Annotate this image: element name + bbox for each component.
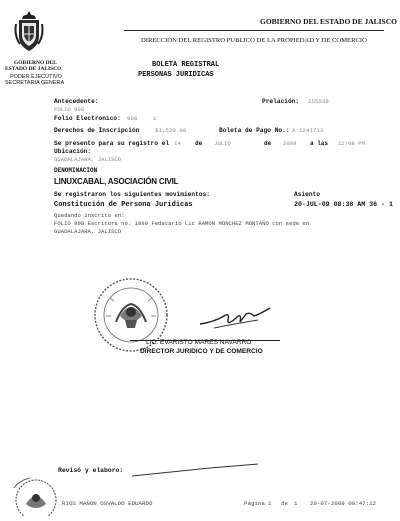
handwritten-signature-icon <box>194 304 274 332</box>
presento-de-1: de <box>195 140 203 147</box>
reviso-label: Revisó y elaboro: <box>58 467 124 474</box>
header-rule-top <box>124 30 384 31</box>
state-seal-logo <box>14 10 44 54</box>
government-title: GOBIERNO DEL ESTADO DE JALISCO <box>260 17 397 26</box>
derechos-value: $1,520.00 <box>155 127 187 134</box>
footer-stamp <box>10 472 58 516</box>
prelacion-value: 255538 <box>308 98 329 105</box>
folio-electronico-suffix: 1 <box>153 115 157 122</box>
reviewer-signature-icon <box>130 462 260 480</box>
presento-de-2: de <box>264 140 272 147</box>
movimiento-entry: Constitución de Persona Juridicas <box>54 201 193 209</box>
derechos-label: Derechos de Inscripción <box>54 127 140 134</box>
presento-day: 14 <box>174 140 181 147</box>
ubicacion-value: GUADALAJARA, JALISCO <box>54 156 122 163</box>
directorate-title: DIRECCION DEL REGISTRO PUBLICO DE LA PROPIEDAD Y DE COMERCIO <box>141 37 367 44</box>
folio-electronico-value: 998 <box>127 115 138 122</box>
page-of: de <box>281 500 288 507</box>
print-date: 20-07-2009 08:47:12 <box>310 500 377 507</box>
presento-a-las: a las <box>310 140 329 147</box>
document-subtitle: PERSONAS JURIDICAS <box>138 71 214 79</box>
document-title: BOLETA REGISTRAL <box>152 61 220 69</box>
reviewer-name: RIOS MAÑON OSVALDO EDUARDO <box>62 500 153 507</box>
asiento-value: 20-JUL-09 08:38 AM 36 - 1 <box>294 201 393 208</box>
asiento-label: Asiento <box>294 191 320 198</box>
folio-electronico-label: Folio Electronico: <box>54 115 121 122</box>
page-number: 1 <box>268 500 272 507</box>
seal-caption-3: PODER EJECUTIVO <box>10 74 62 80</box>
page-label: Página <box>244 500 265 507</box>
signature-scribble <box>194 304 274 332</box>
signer-name: LIC. EVARISTO MARES NAVARRO <box>146 339 252 346</box>
movimientos-label: Se registraron los siguientes movimientos: <box>54 191 210 198</box>
presento-time: 12:08 PM <box>338 140 365 147</box>
presento-label: Se presento para su registro el <box>54 140 170 147</box>
quedando-label: Quedando inscrito en: <box>54 212 125 219</box>
boleta-pago-value: A 1241713 <box>292 127 324 134</box>
seal-caption-1: GOBIERNO DEL <box>14 60 57 66</box>
presento-month: JULIO <box>214 140 231 147</box>
quedando-line-1: FOLIO 998 Escritura no. 1999 Fedatario Lic RAMON MONCHEZ MONTAÑO con sede en <box>54 220 310 227</box>
folio-line: FOLIO 998 <box>54 106 85 113</box>
seal-caption-2: ESTADO DE JALISCO <box>5 66 62 72</box>
reviewer-initials-scribble <box>130 462 260 480</box>
seal-caption-4: SECRETARIA GENERA <box>5 80 65 86</box>
denominacion-value: LINUXCABAL, ASOCIACIÓN CIVIL <box>54 177 179 186</box>
page-total: 1 <box>294 500 298 507</box>
signer-role: DIRECTOR JURIDICO Y DE COMERCIO <box>140 348 263 355</box>
antecedente-label: Antecedente: <box>54 98 99 105</box>
quedando-line-2: GUADALAJARA, JALISCO <box>54 228 122 235</box>
footer-seal-icon <box>10 472 58 516</box>
prelacion-label: Prelación: <box>262 98 300 105</box>
presento-year: 2009 <box>283 140 297 147</box>
coat-of-arms-icon <box>14 10 44 54</box>
boleta-pago-label: Boleta de Pago No.: <box>219 127 290 134</box>
ubicacion-label: Ubicación: <box>54 148 92 155</box>
denominacion-label: DENOMINACION <box>54 167 98 174</box>
